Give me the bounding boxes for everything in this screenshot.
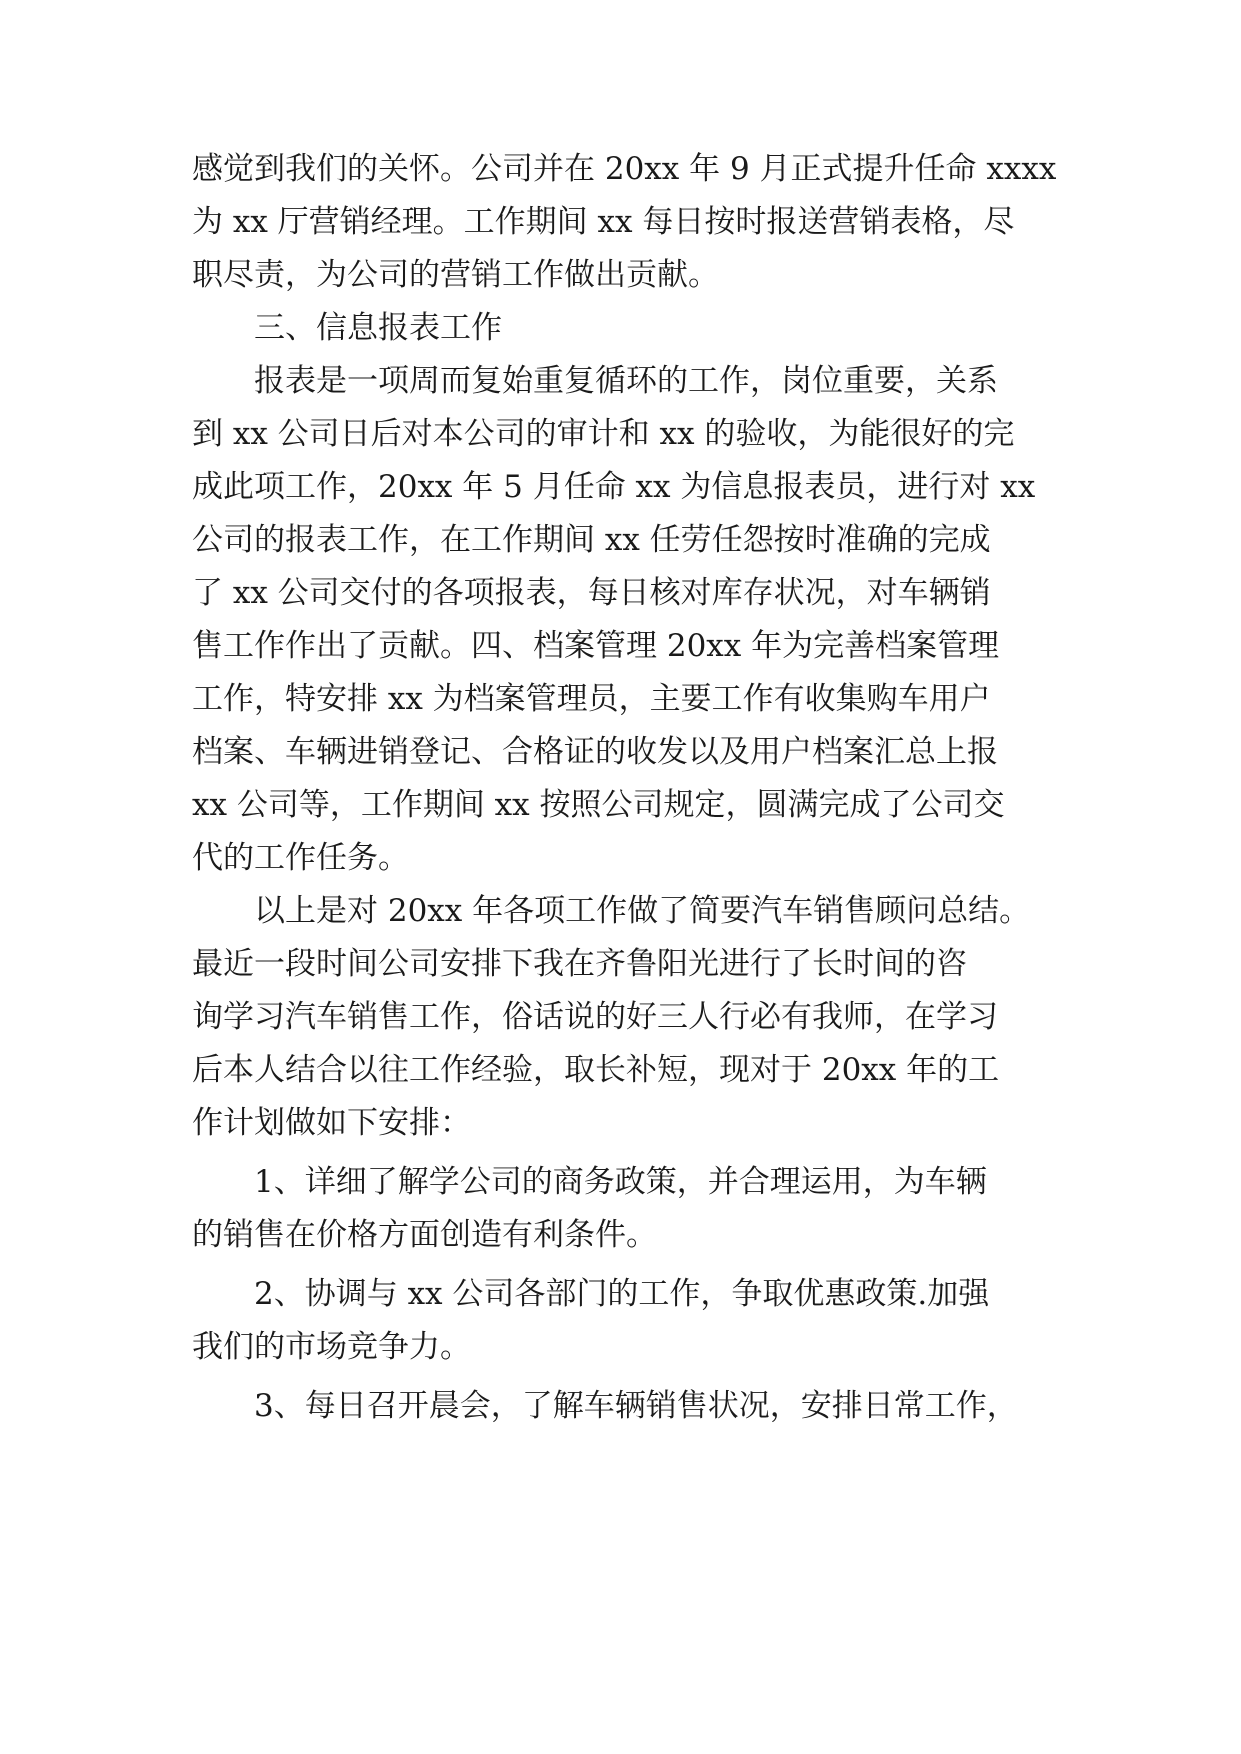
text-line: 报表是一项周而复始重复循环的工作，岗位重要，关系: [254, 363, 998, 399]
text-line: 档案、车辆进销登记、合格证的收发以及用户档案汇总上报: [192, 734, 998, 770]
text-line: 询学习汽车销售工作，俗话说的好三人行必有我师，在学习: [192, 999, 998, 1035]
text-line: 最近一段时间公司安排下我在齐鲁阳光进行了长时间的咨: [192, 946, 967, 982]
text-line: 作计划做如下安排：: [192, 1105, 471, 1141]
text-line: 职尽责，为公司的营销工作做出贡献。: [192, 257, 719, 293]
list-item-1: 1、详细了解学公司的商务政策，并合理运用，为车辆: [254, 1164, 987, 1200]
text-line: 了 xx 公司交付的各项报表，每日核对库存状况，对车辆销: [192, 575, 991, 611]
text-line: 我们的市场竞争力。: [192, 1329, 471, 1365]
list-item-2: 2、协调与 xx 公司各部门的工作，争取优惠政策.加强: [254, 1276, 990, 1312]
text-line: 的销售在价格方面创造有利条件。: [192, 1217, 657, 1253]
text-line: 后本人结合以往工作经验，取长补短，现对于 20xx 年的工: [192, 1052, 1000, 1088]
text-line: 工作，特安排 xx 为档案管理员，主要工作有收集购车用户: [192, 681, 991, 717]
text-line: 售工作作出了贡献。四、档案管理 20xx 年为完善档案管理: [192, 628, 1000, 664]
text-line: 公司的报表工作，在工作期间 xx 任劳任怨按时准确的完成: [192, 522, 991, 558]
text-line: 为 xx 厅营销经理。工作期间 xx 每日按时报送营销表格，尽: [192, 204, 1015, 240]
text-line: 以上是对 20xx 年各项工作做了简要汽车销售顾问总结。: [254, 893, 1031, 929]
list-item-3: 3、每日召开晨会，了解车辆销售状况，安排日常工作，: [254, 1388, 1018, 1424]
text-line: 感觉到我们的关怀。公司并在 20xx 年 9 月正式提升任命 xxxx: [192, 151, 1057, 187]
section-heading: 三、信息报表工作: [254, 310, 502, 346]
text-line: 代的工作任务。: [192, 840, 409, 876]
text-line: xx 公司等，工作期间 xx 按照公司规定，圆满完成了公司交: [192, 787, 1005, 823]
text-line: 到 xx 公司日后对本公司的审计和 xx 的验收，为能很好的完: [192, 416, 1015, 452]
text-line: 成此项工作，20xx 年 5 月任命 xx 为信息报表员，进行对 xx: [192, 469, 1036, 505]
